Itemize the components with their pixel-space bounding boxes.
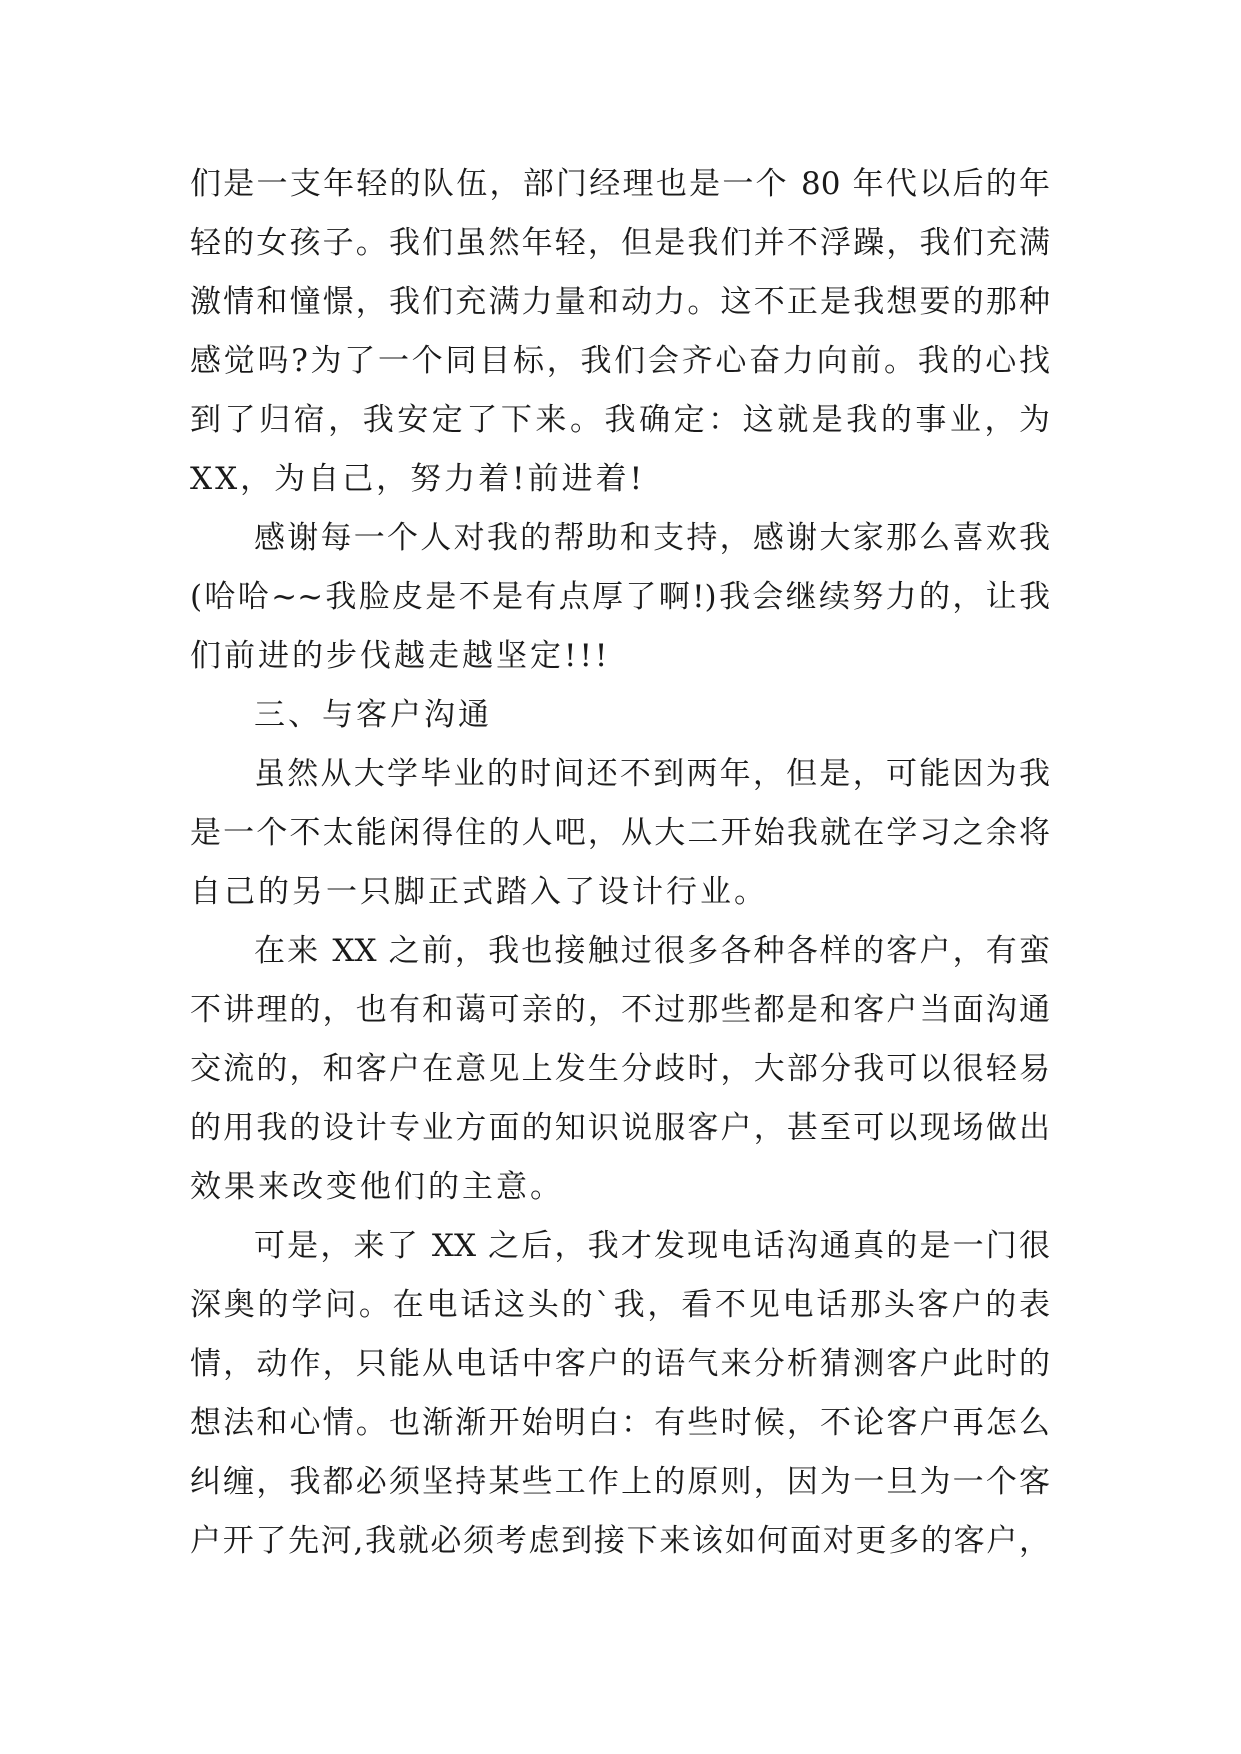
text-line: 效果来改变他们的主意。	[190, 1169, 564, 1205]
text-line: XX，为自己，努力着!前进着!	[190, 461, 646, 497]
text-line: 们是一支年轻的队伍，部门经理也是一个 80 年代以后的年	[190, 166, 1050, 202]
paragraph-continuation	[190, 155, 1050, 509]
heading-text: 三、与客户沟通	[254, 697, 492, 733]
text-line: 交流的，和客户在意见上发生分歧时，大部分我可以很轻易	[190, 1051, 1050, 1087]
text-line: 虽然从大学毕业的时间还不到两年，但是，可能因为我	[254, 756, 1050, 792]
text-line: 纠缠，我都必须坚持某些工作上的原则，因为一旦为一个客	[190, 1464, 1050, 1500]
text-line: 轻的女孩子。我们虽然年轻，但是我们并不浮躁，我们充满	[190, 225, 1050, 261]
paragraph-background	[190, 745, 1050, 922]
text-line: 在来 XX 之前，我也接触过很多各种各样的客户，有蛮	[254, 933, 1050, 969]
text-line: 是一个不太能闲得住的人吧，从大二开始我就在学习之余将	[190, 815, 1050, 851]
text-line: 感觉吗?为了一个同目标，我们会齐心奋力向前。我的心找	[190, 343, 1050, 379]
document-body	[190, 155, 1050, 1571]
text-line: 可是，来了 XX 之后，我才发现电话沟通真的是一门很	[254, 1228, 1050, 1264]
text-line: 不讲理的，也有和蔼可亲的，不过那些都是和客户当面沟通	[190, 992, 1050, 1028]
text-line: (哈哈~~我脸皮是不是有点厚了啊!)我会继续努力的，让我	[190, 579, 1050, 615]
text-line: 们前进的步伐越走越坚定!!!	[190, 638, 611, 674]
text-line: 户开了先河,我就必须考虑到接下来该如何面对更多的客户，	[190, 1523, 1050, 1559]
paragraph-before-xx	[190, 922, 1050, 1217]
text-line: 想法和心情。也渐渐开始明白：有些时候，不论客户再怎么	[190, 1405, 1050, 1441]
text-line: 激情和憧憬，我们充满力量和动力。这不正是我想要的那种	[190, 284, 1050, 320]
text-line: 的用我的设计专业方面的知识说服客户，甚至可以现场做出	[190, 1110, 1050, 1146]
text-line: 自己的另一只脚正式踏入了设计行业。	[190, 874, 768, 910]
text-line: 深奥的学问。在电话这头的`我，看不见电话那头客户的表	[190, 1287, 1050, 1323]
section-heading	[190, 686, 1050, 745]
text-line: 感谢每一个人对我的帮助和支持，感谢大家那么喜欢我	[254, 520, 1050, 556]
paragraph-after-xx	[190, 1217, 1050, 1571]
text-line: 到了归宿，我安定了下来。我确定：这就是我的事业，为	[190, 402, 1050, 438]
paragraph-thanks	[190, 509, 1050, 686]
text-line: 情，动作，只能从电话中客户的语气来分析猜测客户此时的	[190, 1346, 1050, 1382]
